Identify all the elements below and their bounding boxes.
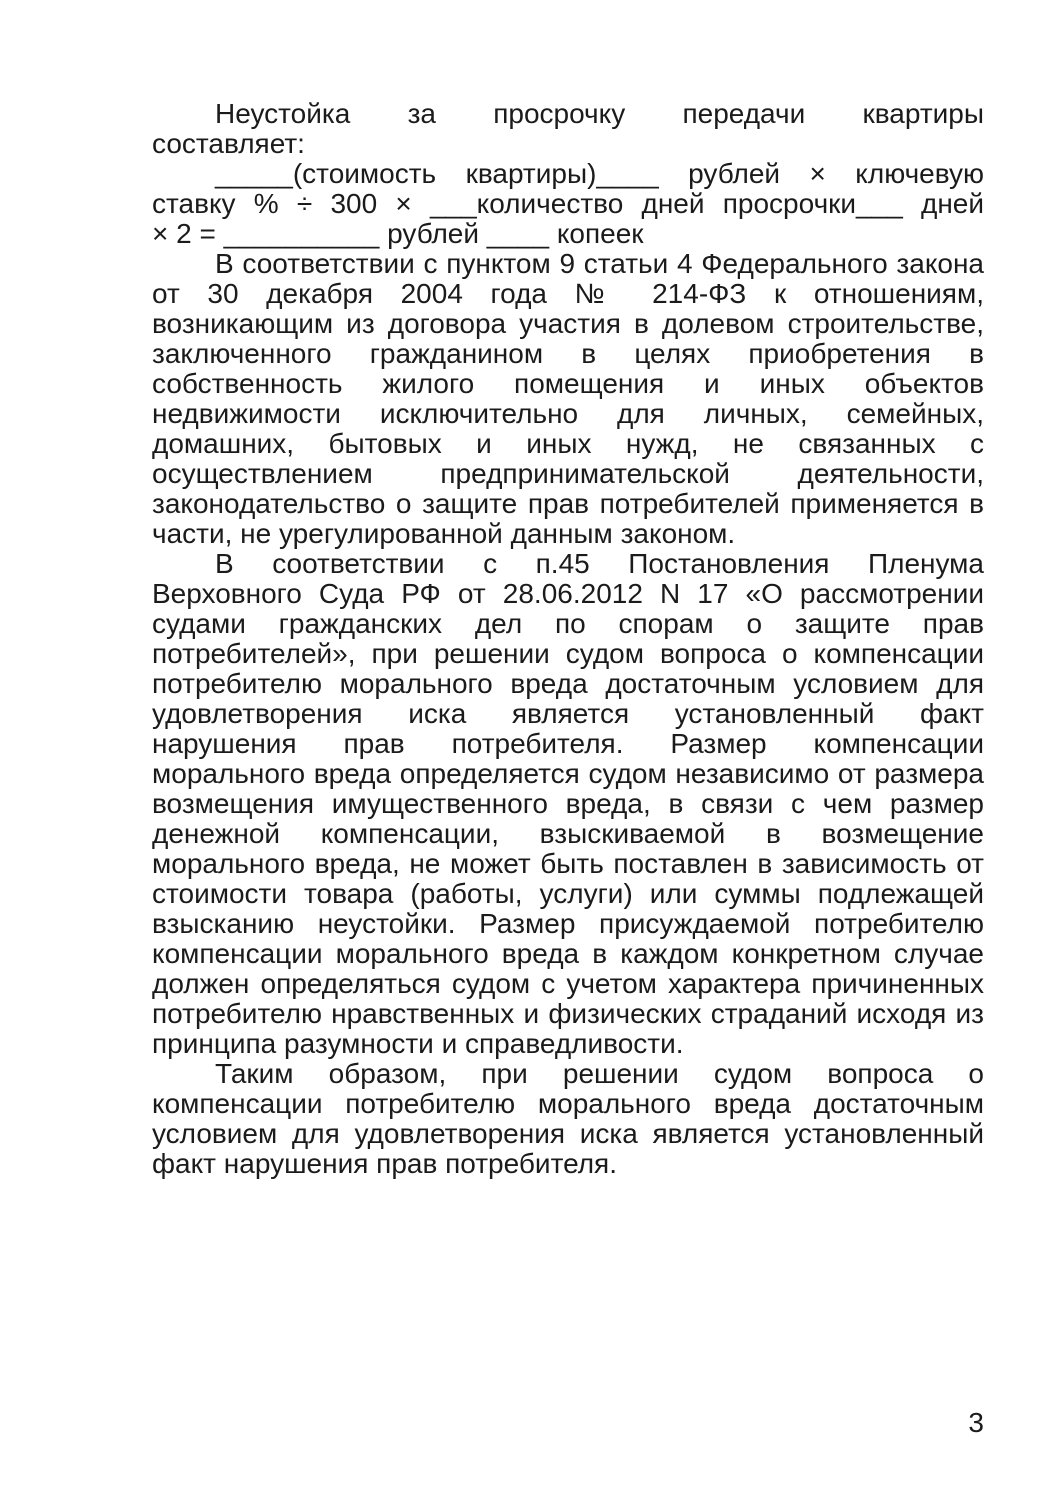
- formula-line-blank-total: × 2 = __________ рублей ____ копеек: [152, 218, 644, 249]
- document-body: [152, 99, 984, 1179]
- paragraph-law-214-fz: В соответствии с пунктом 9 статьи 4 Федерального закона от 30 декабря 2004 года № 214-ФЗ к отношениям, возникающим из договора участия в долевом строительстве, заключенного гражданином в целях приобретения в собственность жилого помещения и иных объектов недвижимости исключительно для личных, семейных, домашних, бытовых и иных нужд, не связанных с осуществлением предпринимательской деятельности, законодательство о защите прав потребителей применяется в части, не урегулированной данным законом.: [152, 248, 984, 549]
- page-number: 3: [968, 1407, 984, 1438]
- paragraph-penalty-formula: [152, 159, 984, 249]
- paragraph-plenum-resolution: В соответствии с п.45 Постановления Пленума Верховного Суда РФ от 28.06.2012 N 17 «О рассмотрении судами гражданских дел по спорам о защите прав потребителей», при решении судом вопроса о компенсации потребителю морального вреда достаточным условием для удовлетворения иска является установленный факт нарушения прав потребителя. Размер компенсации морального вреда определяется судом независимо от размера возмещения имущественного вреда, в связи с чем размер денежной компенсации, взыскиваемой в возмещение морального вреда, не может быть поставлен в зависимость от стоимости товара (работы, услуги) или суммы подлежащей взысканию неустойки. Размер присуждаемой потребителю компенсации морального вреда в каждом конкретном случае должен определяться судом с учетом характера причиненных потребителю нравственных и физических страданий исходя из принципа разумности и справедливости.: [152, 548, 984, 1059]
- formula-line-blank-days: ставку % ÷ 300 × ___количество дней просрочки___ дней: [152, 188, 984, 219]
- formula-line-blank-cost: _____(стоимость квартиры)____ рублей × ключевую: [215, 158, 984, 189]
- text-line: составляет:: [152, 128, 305, 159]
- paragraph-penalty-intro: [152, 99, 984, 159]
- text-line: Неустойка за просрочку передачи квартиры: [215, 98, 984, 129]
- paragraph-conclusion: Таким образом, при решении судом вопроса о компенсации потребителю морального вреда достаточным условием для удовлетворения иска является установленный факт нарушения прав потребителя.: [152, 1058, 984, 1179]
